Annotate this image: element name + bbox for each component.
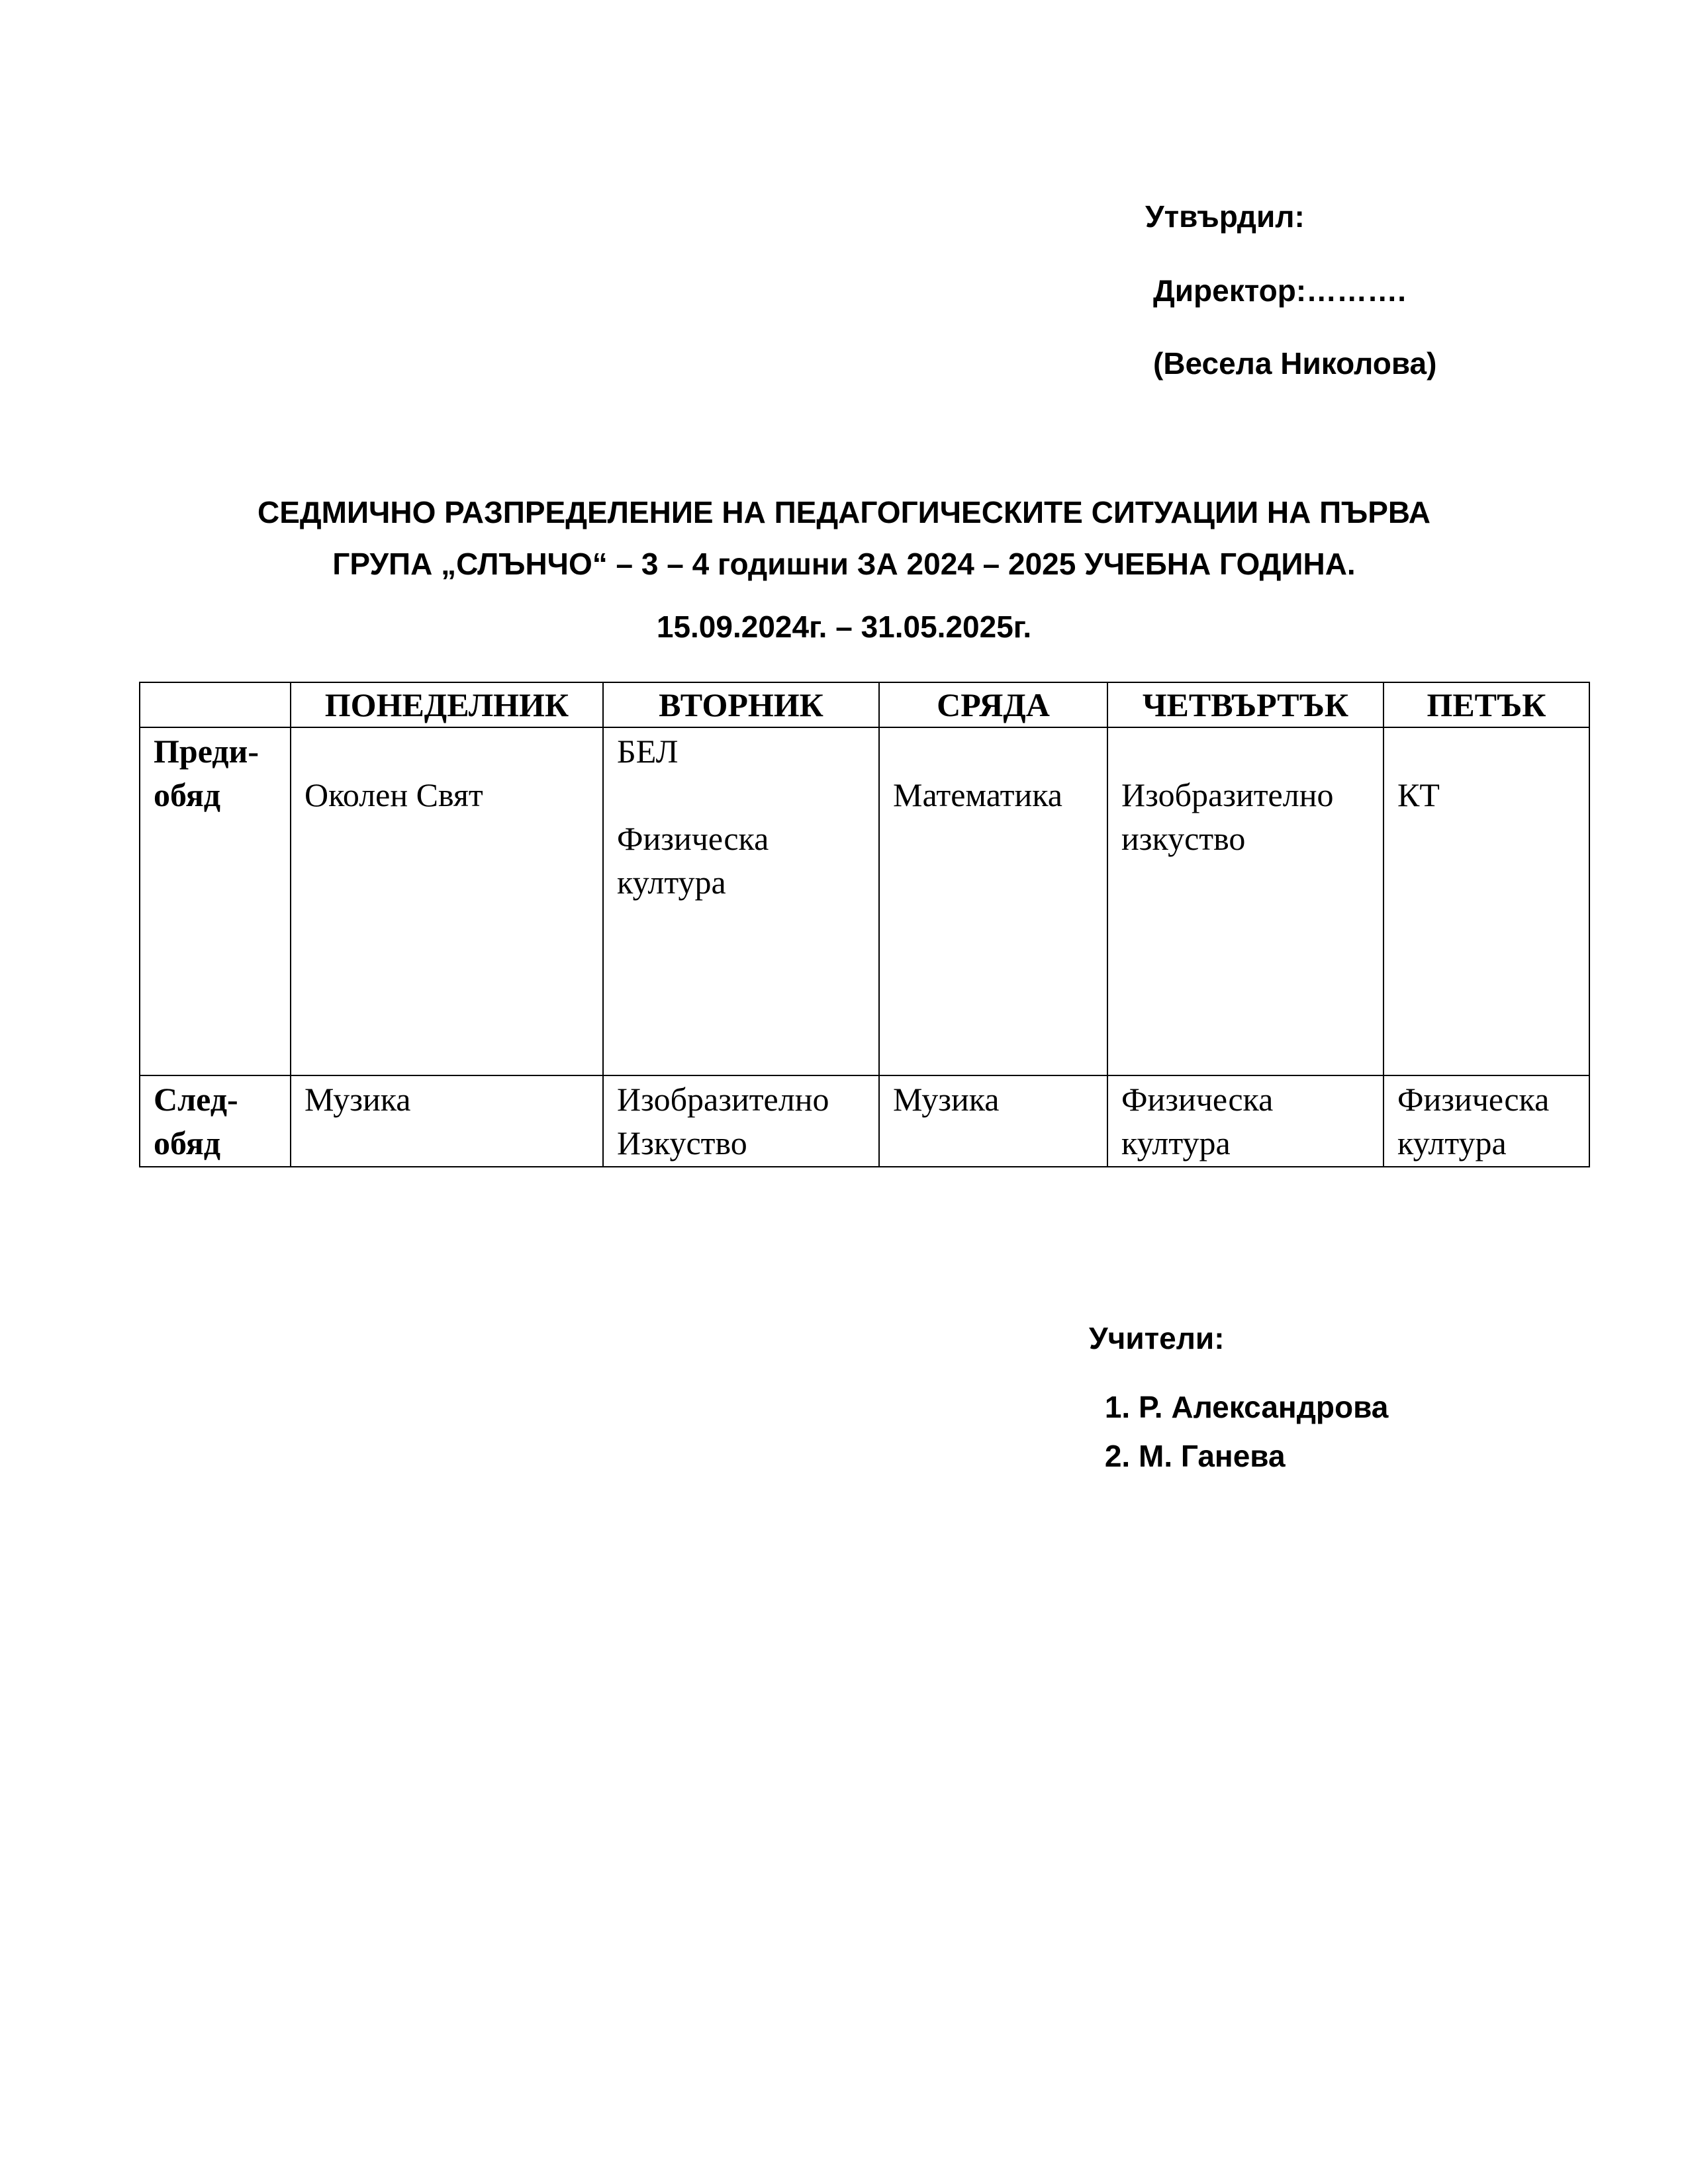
header-row (140, 682, 1589, 727)
day-header-thursday: ЧЕТВЪРТЪК (1107, 682, 1383, 727)
day-header-wednesday: СРЯДА (879, 682, 1107, 727)
cell-tuesday-afternoon: Изобразително Изкуство (603, 1075, 879, 1167)
afternoon-row (140, 1075, 1589, 1167)
teacher-item: 2. М. Ганева (1139, 1432, 1388, 1480)
day-header-friday: ПЕТЪК (1383, 682, 1589, 727)
corner-cell (140, 682, 291, 727)
school-year-dates: 15.09.2024г. – 31.05.2025г. (656, 610, 1032, 644)
teachers-list (1089, 1383, 1388, 1480)
day-header-monday: ПОНЕДЕЛНИК (291, 682, 603, 727)
cell-friday-morning: КТ (1383, 727, 1589, 1075)
document-title (0, 486, 1688, 590)
title-line-1: СЕДМИЧНО РАЗПРЕДЕЛЕНИЕ НА ПЕДАГОГИЧЕСКИТЕ СИТУАЦИИ НА ПЪРВА (257, 495, 1431, 529)
teachers-block (1089, 1320, 1388, 1480)
director-name: (Весела Николова) (1153, 346, 1437, 381)
teacher-item: 1. Р. Александрова (1139, 1383, 1388, 1432)
morning-label: Преди- обяд (140, 727, 291, 1075)
title-line-2: ГРУПА „СЛЪНЧО“ – 3 – 4 годишни ЗА 2024 – 2025 УЧЕБНА ГОДИНА. (332, 547, 1356, 581)
director-line: Директор:………. (1153, 273, 1406, 308)
cell-wednesday-morning: Математика (879, 727, 1107, 1075)
cell-thursday-afternoon: Физическа култура (1107, 1075, 1383, 1167)
cell-thursday-morning: Изобразително изкуство (1107, 727, 1383, 1075)
cell-monday-morning: Околен Свят (291, 727, 603, 1075)
approved-label: Утвърдил: (1145, 199, 1305, 234)
morning-row (140, 727, 1589, 1075)
cell-friday-afternoon: Физическа култура (1383, 1075, 1589, 1167)
afternoon-label: След- обяд (140, 1075, 291, 1167)
schedule-table (139, 682, 1590, 1167)
teachers-label: Учители: (1089, 1321, 1225, 1355)
cell-monday-afternoon: Музика (291, 1075, 603, 1167)
day-header-tuesday: ВТОРНИК (603, 682, 879, 727)
cell-tuesday-morning: БЕЛ Физическа култура (603, 727, 879, 1075)
cell-wednesday-afternoon: Музика (879, 1075, 1107, 1167)
